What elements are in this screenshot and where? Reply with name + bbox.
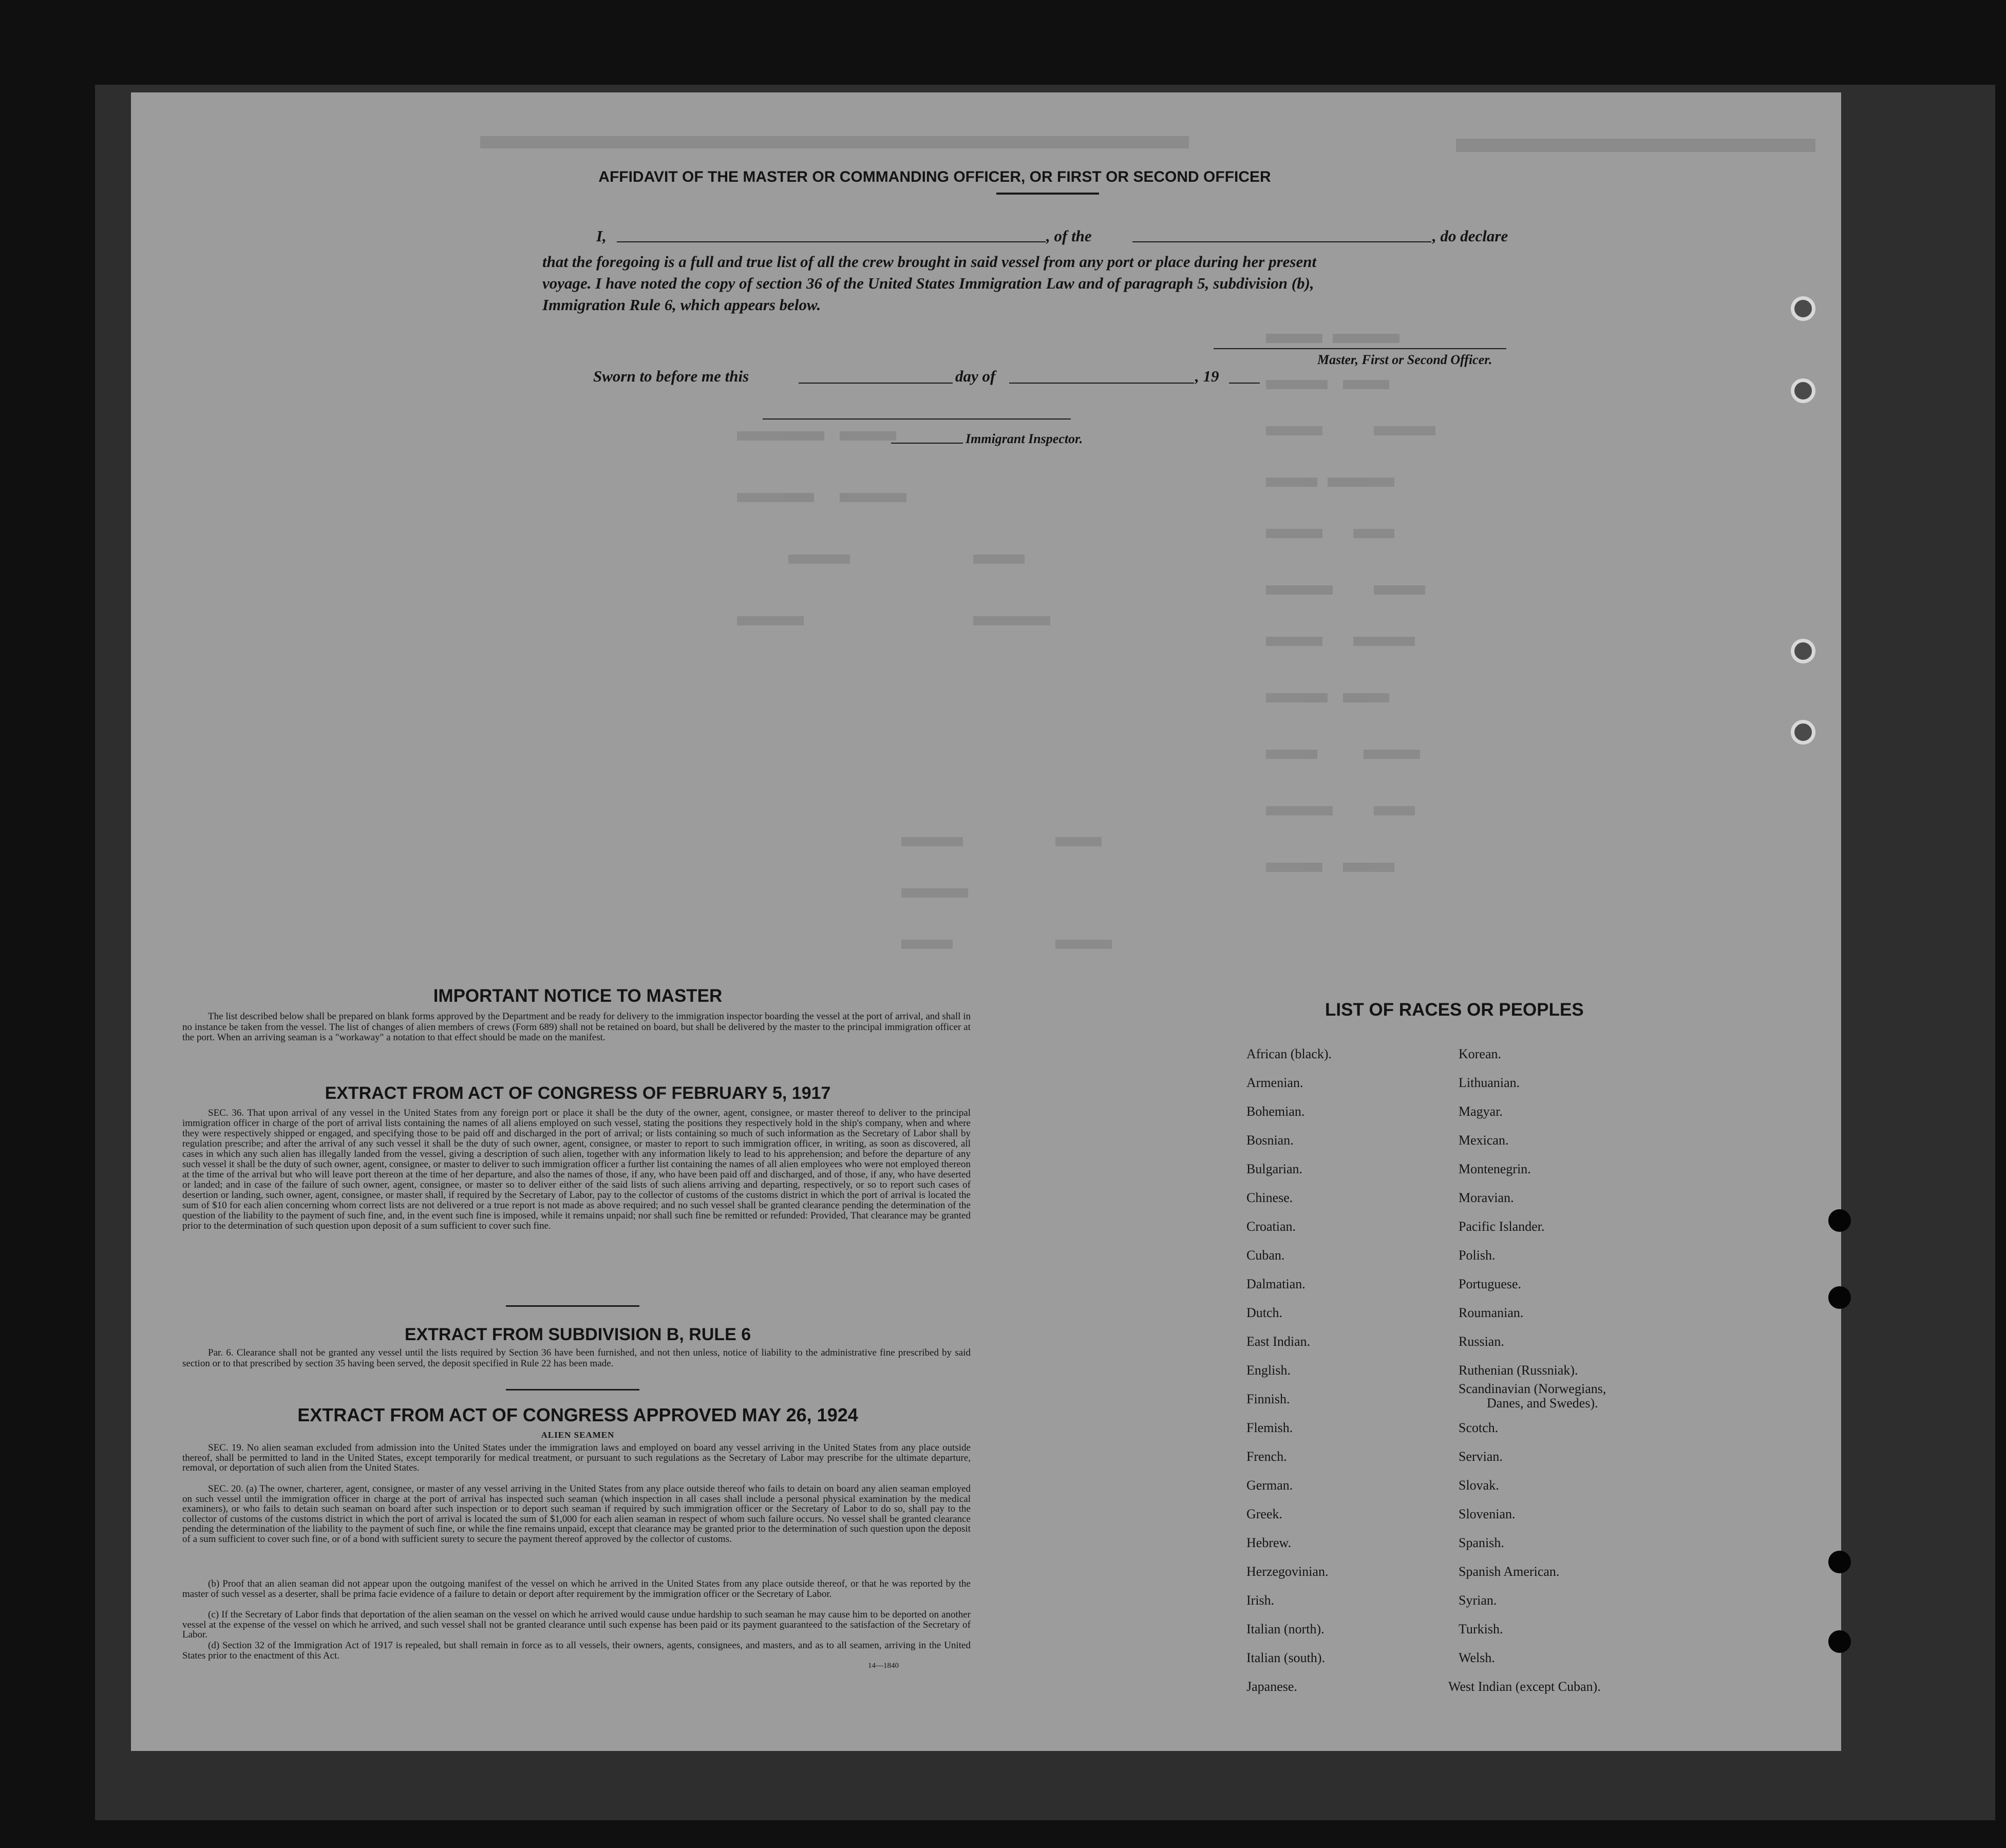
race-left: East Indian. <box>1246 1334 1311 1349</box>
race-right: Syrian. <box>1459 1593 1497 1608</box>
race-left: Bohemian. <box>1246 1104 1305 1119</box>
affidavit-rule <box>996 193 1099 195</box>
race-left: Italian (north). <box>1246 1622 1324 1636</box>
race-right: Servian. <box>1459 1449 1503 1464</box>
race-right: Spanish. <box>1459 1535 1504 1550</box>
extract-1924-para-2: SEC. 20. (a) The owner, charterer, agent, consignee, or master of any vessel arriving in the United States from any place outside thereof who fails to detain on board any alien seaman employed on such vessel until the immigration officer in charge at the port of arrival has inspected such seaman (which inspection in all cases shall include a personal physical examination by the medical examiners), or who fails to detain such seaman on board after such inspection or to deport such seaman if required by such immigration officer or the Secretary of Labor to do so, shall pay to the collector of customs of the customs district in which the port of arrival is located the sum of $1,000 for each alien seaman in respect of whom such failure occurs. No vessel shall be granted clearance pending the determination of the liability to the payment of such fine, or while the fine remains unpaid, except that clearance may be granted prior to the determination of such question upon the deposit of a sum sufficient to cover such fine, or of a bond with sufficient surety to secure the payment thereof approved by the collector of customs. <box>182 1483 971 1545</box>
punch-hole-3 <box>1828 1551 1851 1573</box>
extract-1924-subtitle: ALIEN SEAMEN <box>541 1430 615 1440</box>
race-right: Polish. <box>1459 1248 1496 1263</box>
race-left: African (black). <box>1246 1046 1332 1061</box>
inspector-label: Immigrant Inspector. <box>966 431 1083 446</box>
race-right: Portuguese. <box>1459 1277 1522 1291</box>
affidavit-line-4: Immigration Rule 6, which appears below. <box>542 296 821 314</box>
race-left: Bulgarian. <box>1246 1161 1303 1176</box>
binder-hole-3 <box>1791 639 1815 663</box>
affidavit-title: AFFIDAVIT OF THE MASTER OR COMMANDING OFFICER, OR FIRST OR SECOND OFFICER <box>598 168 1271 185</box>
extract-1917-text: SEC. 36. That upon arrival of any vessel in the United States from any foreign port or place it shall be the duty of the owner, agent, consignee, or master thereof to deliver to the principal immigration officer in charge of the port of arrival lists containing the names of all aliens employed on such vessel, stating the positions they respectively hold in the ship's company, when and where they were respectively shipped or engaged, and specifying those to be paid off and discharged in the port of arrival; or lists containing so much of such information as the Secretary of Labor shall by regulation prescribe; and after the arrival of any such vessel it shall be the duty of such owner, agent, consignee, or master to report to such immigration officer, in writing, as soon as discovered, all cases in which any such alien has illegally landed from the vessel, giving a description of such alien, together with any information likely to lead to his apprehension; and before the departure of any such vessel it shall be the duty of such owner, agent, consignee, or master to deliver to such immigration officer a further list containing the names of all alien employees who were not employed thereon at the time of the arrival but who will leave port thereon at the time of her departure, and also the names of those, if any, who have been paid off and discharged, and of those, if any, who have deserted or landed; and in case of the failure of such owner, agent, consignee, or master so to deliver either of the said lists of such aliens arriving and departing, respectively, or so to report such cases of desertion or landing, such owner, agent, consignee, or master shall, if required by the Secretary of Labor, pay to the collector of customs of the customs district in which the port of arrival is located the sum of $10 for each alien concerning whom correct lists are not delivered or a true report is not made as above required; and no such vessel shall be granted clearance pending the determination of the question of the liability to the payment of such fine, and, in the event such fine is imposed, while it remains unpaid; nor shall such fine be remitted or refunded: Provided, That clearance may be granted prior to the determination of such question upon deposit of a sum sufficient to cover such fine. <box>182 1108 971 1231</box>
race-right: West Indian (except Cuban). <box>1448 1679 1601 1694</box>
race-right: Magyar. <box>1459 1104 1503 1119</box>
race-left: Dalmatian. <box>1246 1277 1305 1291</box>
race-right: Pacific Islander. <box>1459 1219 1545 1234</box>
race-right: Korean. <box>1459 1046 1502 1061</box>
race-left: Japanese. <box>1246 1679 1297 1694</box>
affidavit-i: I, <box>596 227 607 245</box>
race-right: Slovenian. <box>1459 1507 1516 1521</box>
race-right: Lithuanian. <box>1459 1075 1520 1090</box>
extract-rule6-rule <box>506 1389 639 1390</box>
race-left: German. <box>1246 1478 1293 1493</box>
sworn-year-line <box>1229 383 1260 384</box>
affidavit-of-the: , of the <box>1046 227 1092 245</box>
binder-hole-1 <box>1791 296 1815 321</box>
race-left: English. <box>1246 1363 1291 1378</box>
extract-1917-rule <box>506 1305 639 1307</box>
race-right: Mexican. <box>1459 1133 1509 1148</box>
extract-1924-para-4: (c) If the Secretary of Labor finds that deportation of the alien seaman on the vessel on which he arrived would cause undue hardship to such seaman he may cause him to be deported on another vessel at the expense of the vessel on which he arrived, and such vessel shall not be granted clearance until such expense has been paid or its payment guaranteed to the satisfaction of the Secretary of Labor. <box>182 1609 971 1640</box>
document-page <box>131 92 1841 1751</box>
affidavit-line-2: that the foregoing is a full and true list of all the crew brought in said vessel from any port or place during her present <box>542 253 1317 271</box>
affidavit-vessel-line <box>1132 241 1431 242</box>
master-signature-label: Master, First or Second Officer. <box>1317 352 1492 367</box>
race-right: Scotch. <box>1459 1420 1499 1435</box>
extract-1917-title: EXTRACT FROM ACT OF CONGRESS OF FEBRUARY 5, 1917 <box>325 1083 831 1103</box>
races-title: LIST OF RACES OR PEOPLES <box>1325 1000 1584 1020</box>
race-right: Spanish American. <box>1459 1564 1560 1579</box>
inspector-dotted-line <box>891 443 963 444</box>
race-left: Bosnian. <box>1246 1133 1294 1148</box>
race-right: Scandinavian (Norwegians, <box>1459 1381 1606 1396</box>
punch-hole-1 <box>1828 1209 1851 1232</box>
master-signature-line <box>1214 348 1506 349</box>
binder-hole-2 <box>1791 378 1815 403</box>
race-left: Greek. <box>1246 1507 1283 1521</box>
sworn-label: Sworn to before me this <box>593 367 749 385</box>
extract-1924-para-3: (b) Proof that an alien seaman did not appear upon the outgoing manifest of the vessel on which he arrived in the United States from any place outside thereof, or that he was reported by the master of such vessel as a deserter, shall be prima facie evidence of a failure to detain or deport after requirement by the immigration officer or the Secretary of Labor. <box>182 1578 971 1599</box>
race-right: Welsh. <box>1459 1650 1495 1665</box>
form-number: 14—1840 <box>868 1662 899 1670</box>
race-right: Ruthenian (Russniak). <box>1459 1363 1578 1378</box>
punch-hole-4 <box>1828 1630 1851 1653</box>
sworn-day-line <box>799 383 953 384</box>
race-right: Moravian. <box>1459 1190 1514 1205</box>
race-left: Dutch. <box>1246 1305 1283 1320</box>
race-left: Herzegovinian. <box>1246 1564 1329 1579</box>
extract-rule6-text: Par. 6. Clearance shall not be granted any vessel until the lists required by Section 36 have been furnished, and not then unless, notice of liability to the administrative fine prescribed by said section or to that prescribed by section 35 having been served, the deposit specified in Rule 22 has been made. <box>182 1347 971 1369</box>
race-left: Irish. <box>1246 1593 1275 1608</box>
extract-1924-para-1: SEC. 19. No alien seaman excluded from admission into the United States under the immigration laws and employed on board any vessel arriving in the United States from any place outside thereof, shall be permitted to land in the United States, except temporarily for medical treatment, or pursuant to such regulations as the Secretary of Labor may prescribe for the ultimate departure, removal, or deportation of such alien from the United States. <box>182 1442 971 1473</box>
race-right: Roumanian. <box>1459 1305 1524 1320</box>
race-left: Finnish. <box>1246 1392 1290 1406</box>
sworn-day-of: day of <box>955 367 996 385</box>
affidavit-do-declare: , do declare <box>1432 227 1508 245</box>
affidavit-name-line <box>617 241 1046 242</box>
race-left: Italian (south). <box>1246 1650 1326 1665</box>
race-right: Danes, and Swedes). <box>1487 1396 1598 1411</box>
extract-1924-title: EXTRACT FROM ACT OF CONGRESS APPROVED MAY 26, 1924 <box>297 1404 858 1425</box>
race-left: French. <box>1246 1449 1287 1464</box>
inspector-signature-line <box>763 418 1071 420</box>
punch-hole-2 <box>1828 1286 1851 1309</box>
affidavit-line-3: voyage. I have noted the copy of section 36 of the United States Immigration Law and of paragraph 5, subdivision (b), <box>542 274 1314 292</box>
extract-rule6-title: EXTRACT FROM SUBDIVISION B, RULE 6 <box>404 1325 751 1344</box>
sworn-month-line <box>1009 383 1194 384</box>
race-left: Hebrew. <box>1246 1535 1292 1550</box>
race-left: Chinese. <box>1246 1190 1293 1205</box>
binder-hole-4 <box>1791 720 1815 745</box>
race-left: Croatian. <box>1246 1219 1296 1234</box>
race-right: Russian. <box>1459 1334 1504 1349</box>
race-left: Cuban. <box>1246 1248 1285 1263</box>
race-right: Slovak. <box>1459 1478 1499 1493</box>
notice-text: The list described below shall be prepared on blank forms approved by the Department and be ready for delivery to the immigration inspector boarding the vessel at the port of arrival, and shall in no instance be taken from the vessel. The list of changes of alien members of crews (Form 689) shall not be retained on board, but shall be delivered by the master to the principal immigration officer at the port. When an arriving seaman is a "workaway" a notation to that effect should be made on the manifest. <box>182 1011 971 1043</box>
race-left: Armenian. <box>1246 1075 1303 1090</box>
sworn-year: , 19 <box>1195 367 1219 385</box>
race-left: Flemish. <box>1246 1420 1293 1435</box>
race-right: Montenegrin. <box>1459 1161 1531 1176</box>
notice-title: IMPORTANT NOTICE TO MASTER <box>433 986 723 1006</box>
race-right: Turkish. <box>1459 1622 1503 1636</box>
extract-1924-para-5: (d) Section 32 of the Immigration Act of 1917 is repealed, but shall remain in force as to all vessels, their owners, agents, consignees, and masters, and as to all seamen, arriving in the United States prior to the enactment of this Act. <box>182 1640 971 1661</box>
